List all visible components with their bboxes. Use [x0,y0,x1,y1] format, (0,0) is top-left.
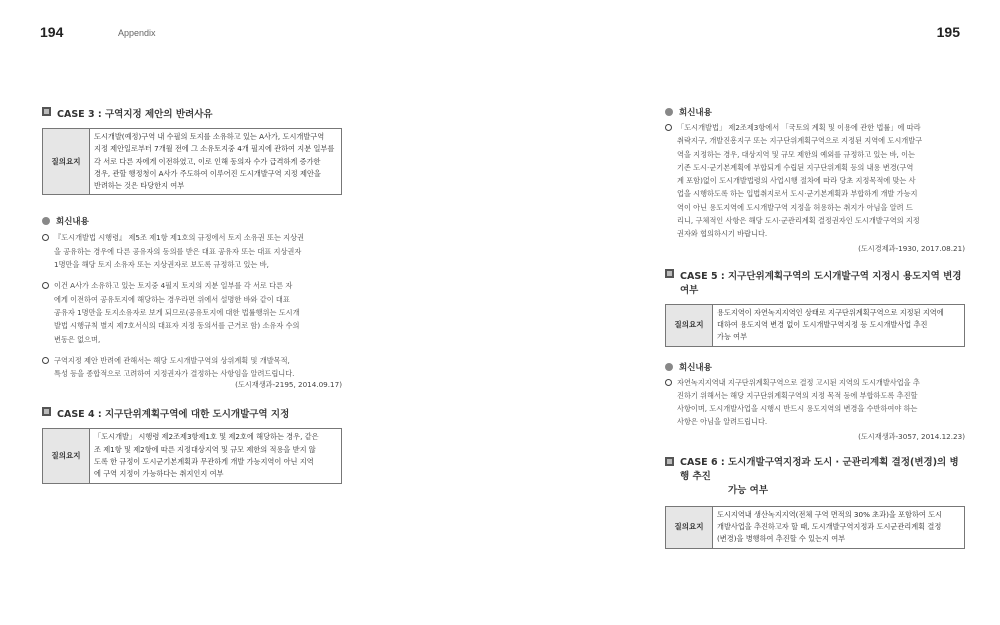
case4-query-text [90,429,323,482]
reply-circle-icon [665,363,673,371]
case-square-icon [665,269,674,278]
top-answer [665,121,965,241]
case5-query-box [665,304,965,347]
reply-circle-icon [665,108,673,116]
answer-line: 업을 시행하도록 하는 입법취지로서 도시·군기본계획과 부합하게 개발 가능지 [677,189,918,199]
query-line: 조 제1항 및 제2항에 따른 지정대상지역 및 규모 제한의 적용을 받지 않 [94,444,316,454]
answer-line: 구역지정 제안 반려에 관해서는 해당 도시개발구역의 상위계획 및 개발목적, [54,355,290,365]
case3-reply-heading [42,215,342,227]
right-page-number: 195 [936,24,960,40]
case5-reply-heading [665,361,965,373]
case6-title [680,456,965,498]
query-line: 도록 한 규정이 도시군기본계획과 무관하게 개발 가능지역이 아닌 지역 [94,457,314,467]
case6-title-line: 가능 여부 [728,484,769,496]
query-label: 질의요지 [43,429,90,482]
case5-heading [665,268,965,296]
answer-line: 취락지구, 개발진흥지구 또는 지구단위계획구역으로 지정된 지역에 도시개발구 [677,136,923,146]
answer-line: 「도시개발법」 제2조제3항에서 「국토의 계획 및 이용에 관한 법률」에 따라 [677,123,921,132]
query-line: 가능 여부 [717,332,748,342]
reply-title: 회신내용 [679,108,712,118]
answer-line: 이건 A사가 소유하고 있는 토지중 4필지 토지의 지분 일부를 각 서로 다른 자 [54,281,293,291]
bullet-circle-icon [665,121,677,241]
reply-title: 회신내용 [56,217,89,228]
case5-citation: (도시재생과-3057, 2014.12.23) [858,431,965,441]
case5-query-text [713,305,948,346]
answer-line: 1명만을 해당 토지 소유자 또는 지상권자로 보도록 규정하고 있는 바, [54,260,269,270]
query-line: 「도시개발」 시행령 제2조제3항제1호 및 제2호에 해당하는 경우, 같은 [94,432,319,442]
query-line: 지정 제안일로부터 7개월 전에 그 소유토지중 4개 필지에 관하여 지분 일부를 [94,144,335,154]
answer-line: 권자와 협의하시기 바랍니다. [677,229,768,239]
right-column [665,106,965,549]
section-label: Appendix [118,28,156,38]
answer-line: 역을 지정하는 경우, 대상지역 및 규모 제한의 예외를 규정하고 있는 바, 이는 [677,149,915,159]
case3-query-text [90,129,338,194]
answer-line: 기존 도시·군기본계획에 부합되게 수립된 지구단위계획 등의 내용 변경(구역 [677,162,914,172]
reply-title: 회신내용 [679,362,712,373]
case5-title: CASE 5 : 지구단위계획구역의 도시개발구역 지정시 용도지역 변경 여부 [680,270,962,296]
case3-query-box [42,128,342,195]
answer-line: 『도시개발법 시행령』 제5조 제1항 제1호의 규정에서 토지 소유권 또는 지상권 [54,233,305,243]
bullet-circle-icon [665,376,677,429]
query-line: 에 구역 지정이 가능하다는 취지인지 여부 [94,469,224,479]
query-line: 대하여 용도지역 변경 없이 도시개발구역지정 등 도시개발사업 추진 [717,319,928,329]
answer-line: 리니, 구체적인 사항은 해당 도시·군관리계획 결정권자인 도시개발구역의 지정 [677,216,920,226]
case6-title-line: CASE 6 : 도시개발구역지정과 도시 · 군관리계획 결정(변경)의 병행 추진 [680,456,959,482]
bullet-circle-icon [42,279,54,345]
case3-answer-3 [42,354,342,381]
case6-query-text [713,507,946,548]
answer-line: 을 공유하는 경우에 다른 공유자의 동의를 받은 대표 공유자 또는 대표 지상권자 [54,246,302,256]
case4-query-box [42,428,342,483]
case3-heading [42,106,342,120]
bullet-circle-icon [42,354,54,381]
query-label: 질의요지 [666,507,713,548]
query-line: 도시개발(예정)구역 내 수필의 토지를 소유하고 있는 A사가, 도시개발구역 [94,132,325,141]
query-line: 용도지역이 자연녹지지역인 상태로 지구단위계획구역으로 지정된 지역에 [717,307,944,317]
answer-line: 역이 아닌 용도지역에 도시개발구역 지정을 허용하는 취지가 아님을 알려 드 [677,202,913,212]
query-line: 경우, 관할 행정청이 A사가 주도하여 이루어진 도시개발구역 지정 제안을 [94,168,321,178]
case4-heading [42,406,342,420]
answer-line: 자연녹지지역내 지구단위계획구역으로 결정 고시된 지역의 도시개발사업을 추 [677,377,920,387]
top-reply-heading [665,106,965,118]
case-square-icon [42,407,51,416]
answer-line: 발법 시행규칙 별지 제7호서식의 대표자 지정 동의서를 근거로 함) 소유자 수의 [54,321,300,331]
query-line: 도시지역내 생산녹지지역(전체 구역 면적의 30% 초과)을 포함하여 도시 [717,509,943,519]
left-column [42,106,342,484]
left-page-number: 194 [40,24,64,40]
answer-line: 계 포함)없이 도시개발법령의 사업시행 절차에 따라 당초 지정목적에 맞는 사 [677,176,916,186]
query-line: 반려하는 것은 타당한지 여부 [94,181,185,191]
case-square-icon [665,457,674,466]
case3-title: CASE 3 : 구역지정 제안의 반려사유 [57,109,213,120]
query-label: 질의요지 [43,129,90,194]
reply-circle-icon [42,217,50,225]
answer-line: 에게 이전하여 공유토지에 해당하는 경우라면 위에서 설명한 바와 같이 대표 [54,294,290,304]
query-line: 각 서로 다른 자에게 이전하였고, 이로 인해 동의자 수가 급격하게 증가한 [94,156,321,166]
answer-line: 변동은 없으며, [54,334,101,344]
answer-line: 사항이며, 도시개발사업을 시행시 반드시 용도지역의 변경을 수반하여야 하는 [677,404,918,414]
case3-answer-2 [42,279,342,345]
answer-line: 특성 등을 종합적으로 고려하여 지정권자가 결정하는 사항임을 알려드립니다. [54,369,295,379]
case4-title: CASE 4 : 지구단위계획구역에 대한 도시개발구역 지정 [57,409,290,421]
case-square-icon [42,107,51,116]
top-citation: (도시경제과-1930, 2017.08.21) [858,243,965,253]
answer-line: 공유자 1명만을 토지소유자로 보게 되므로(공유토지에 대한 법률행위는 도시개 [54,307,300,317]
query-line: 개발사업을 추진하고자 할 때, 도시개발구역지정과 도시군관리계획 결정 [717,522,942,532]
case3-answer-1 [42,231,342,271]
answer-line: 사항은 아님을 알려드립니다. [677,417,768,427]
case5-answer [665,376,965,429]
query-line: (변경)을 병행하여 추진할 수 있는지 여부 [717,534,846,544]
bullet-circle-icon [42,231,54,271]
answer-line: 진하기 위해서는 해당 지구단위계획구역의 지정 목적 등에 부합하도록 추진할 [677,390,918,400]
case6-query-box [665,506,965,549]
case3-citation: (도시재생과-2195, 2014.09.17) [235,380,342,390]
case6-heading [665,456,965,498]
query-label: 질의요지 [666,305,713,346]
